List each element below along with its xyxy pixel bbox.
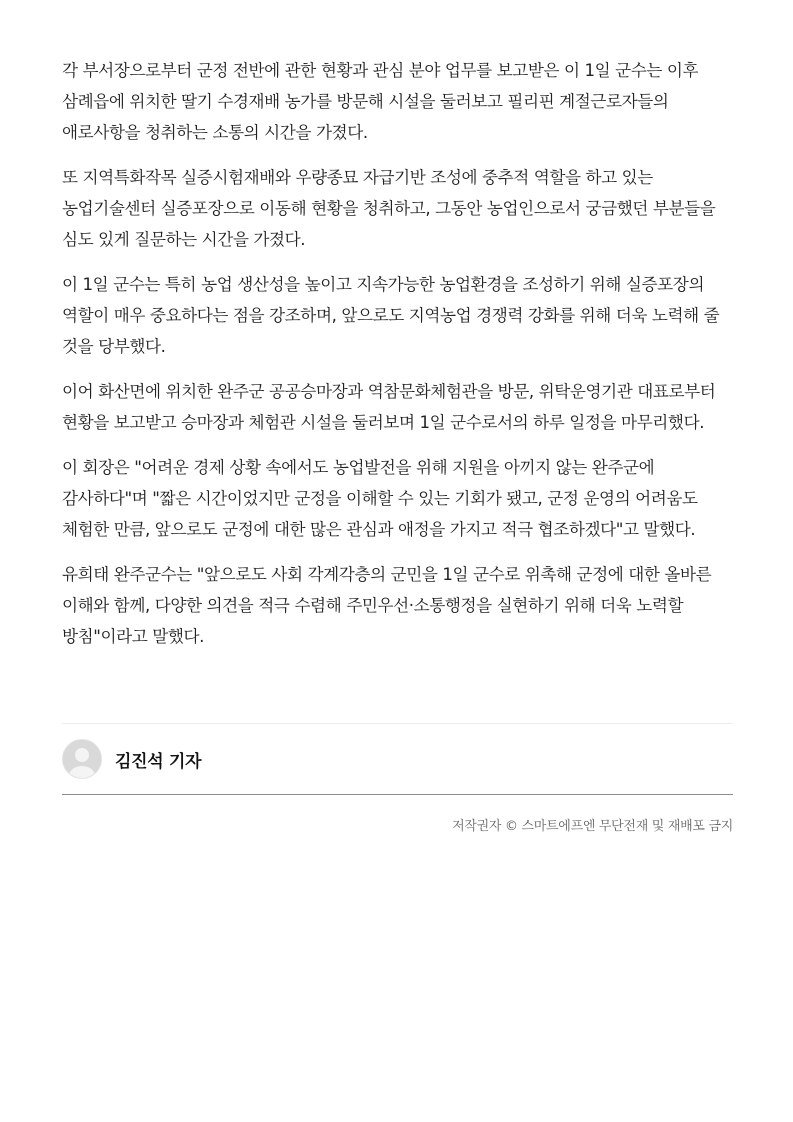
article-paragraph-1: 각 부서장으로부터 군정 전반에 관한 현황과 관심 분야 업무를 보고받은 이 1일 군수는 이후 삼례읍에 위치한 딸기 수경재배 농가를 방문해 시설을 둘러보고 필리핀 계절근로자들의 애로사항을 청취하는 소통의 시간을 가졌다. — [62, 61, 699, 142]
article-paragraph-3: 이 1일 군수는 특히 농업 생산성을 높이고 지속가능한 농업환경을 조성하기 위해 실증포장의 역할이 매우 중요하다는 점을 강조하며, 앞으로도 지역농업 경쟁력 강화를 위해 더욱 노력해 줄 것을 당부했다. — [62, 275, 720, 356]
copyright-notice: 저작권자 © 스마트에프엔 무단전재 및 재배포 금지 — [452, 819, 733, 834]
article-paragraph-2: 또 지역특화작목 실증시험재배와 우량종묘 자급기반 조성에 중추적 역할을 하고 있는 농업기술센터 실증포장으로 이동해 현황을 청취하고, 그동안 농업인으로서 궁금했던 부분들을 심도 있게 질문하는 시간을 가졌다. — [62, 168, 716, 249]
article-paragraph-6: 유희태 완주군수는 "앞으로도 사회 각계각층의 군민을 1일 군수로 위촉해 군정에 대한 올바른 이해와 함께, 다양한 의견을 적극 수렴해 주민우선·소통행정을 실현하기 위해 더욱 노력할 방침"이라고 말했다. — [62, 565, 712, 646]
article-paragraph-4: 이어 화산면에 위치한 완주군 공공승마장과 역참문화체험관을 방문, 위탁운영기관 대표로부터 현황을 보고받고 승마장과 체험관 시설을 둘러보며 1일 군수로서의 하루 일정을 마무리했다. — [62, 382, 716, 432]
reporter-avatar[interactable] — [62, 739, 102, 779]
user-avatar-icon — [63, 740, 101, 778]
reporter-name[interactable]: 김진석 기자 — [115, 752, 202, 772]
reporter-byline — [62, 723, 733, 795]
article-body — [62, 55, 734, 666]
article-paragraph-5: 이 회장은 "어려운 경제 상황 속에서도 농업발전을 위해 지원을 아끼지 않는 완주군에 감사하다"며 "짧은 시간이었지만 군정을 이해할 수 있는 기회가 됐고, 군정 운영의 어려움도 체험한 만큼, 앞으로도 군정에 대한 많은 관심과 애정을 가지고 적극 협조하겠다"고 말했다. — [62, 458, 698, 539]
